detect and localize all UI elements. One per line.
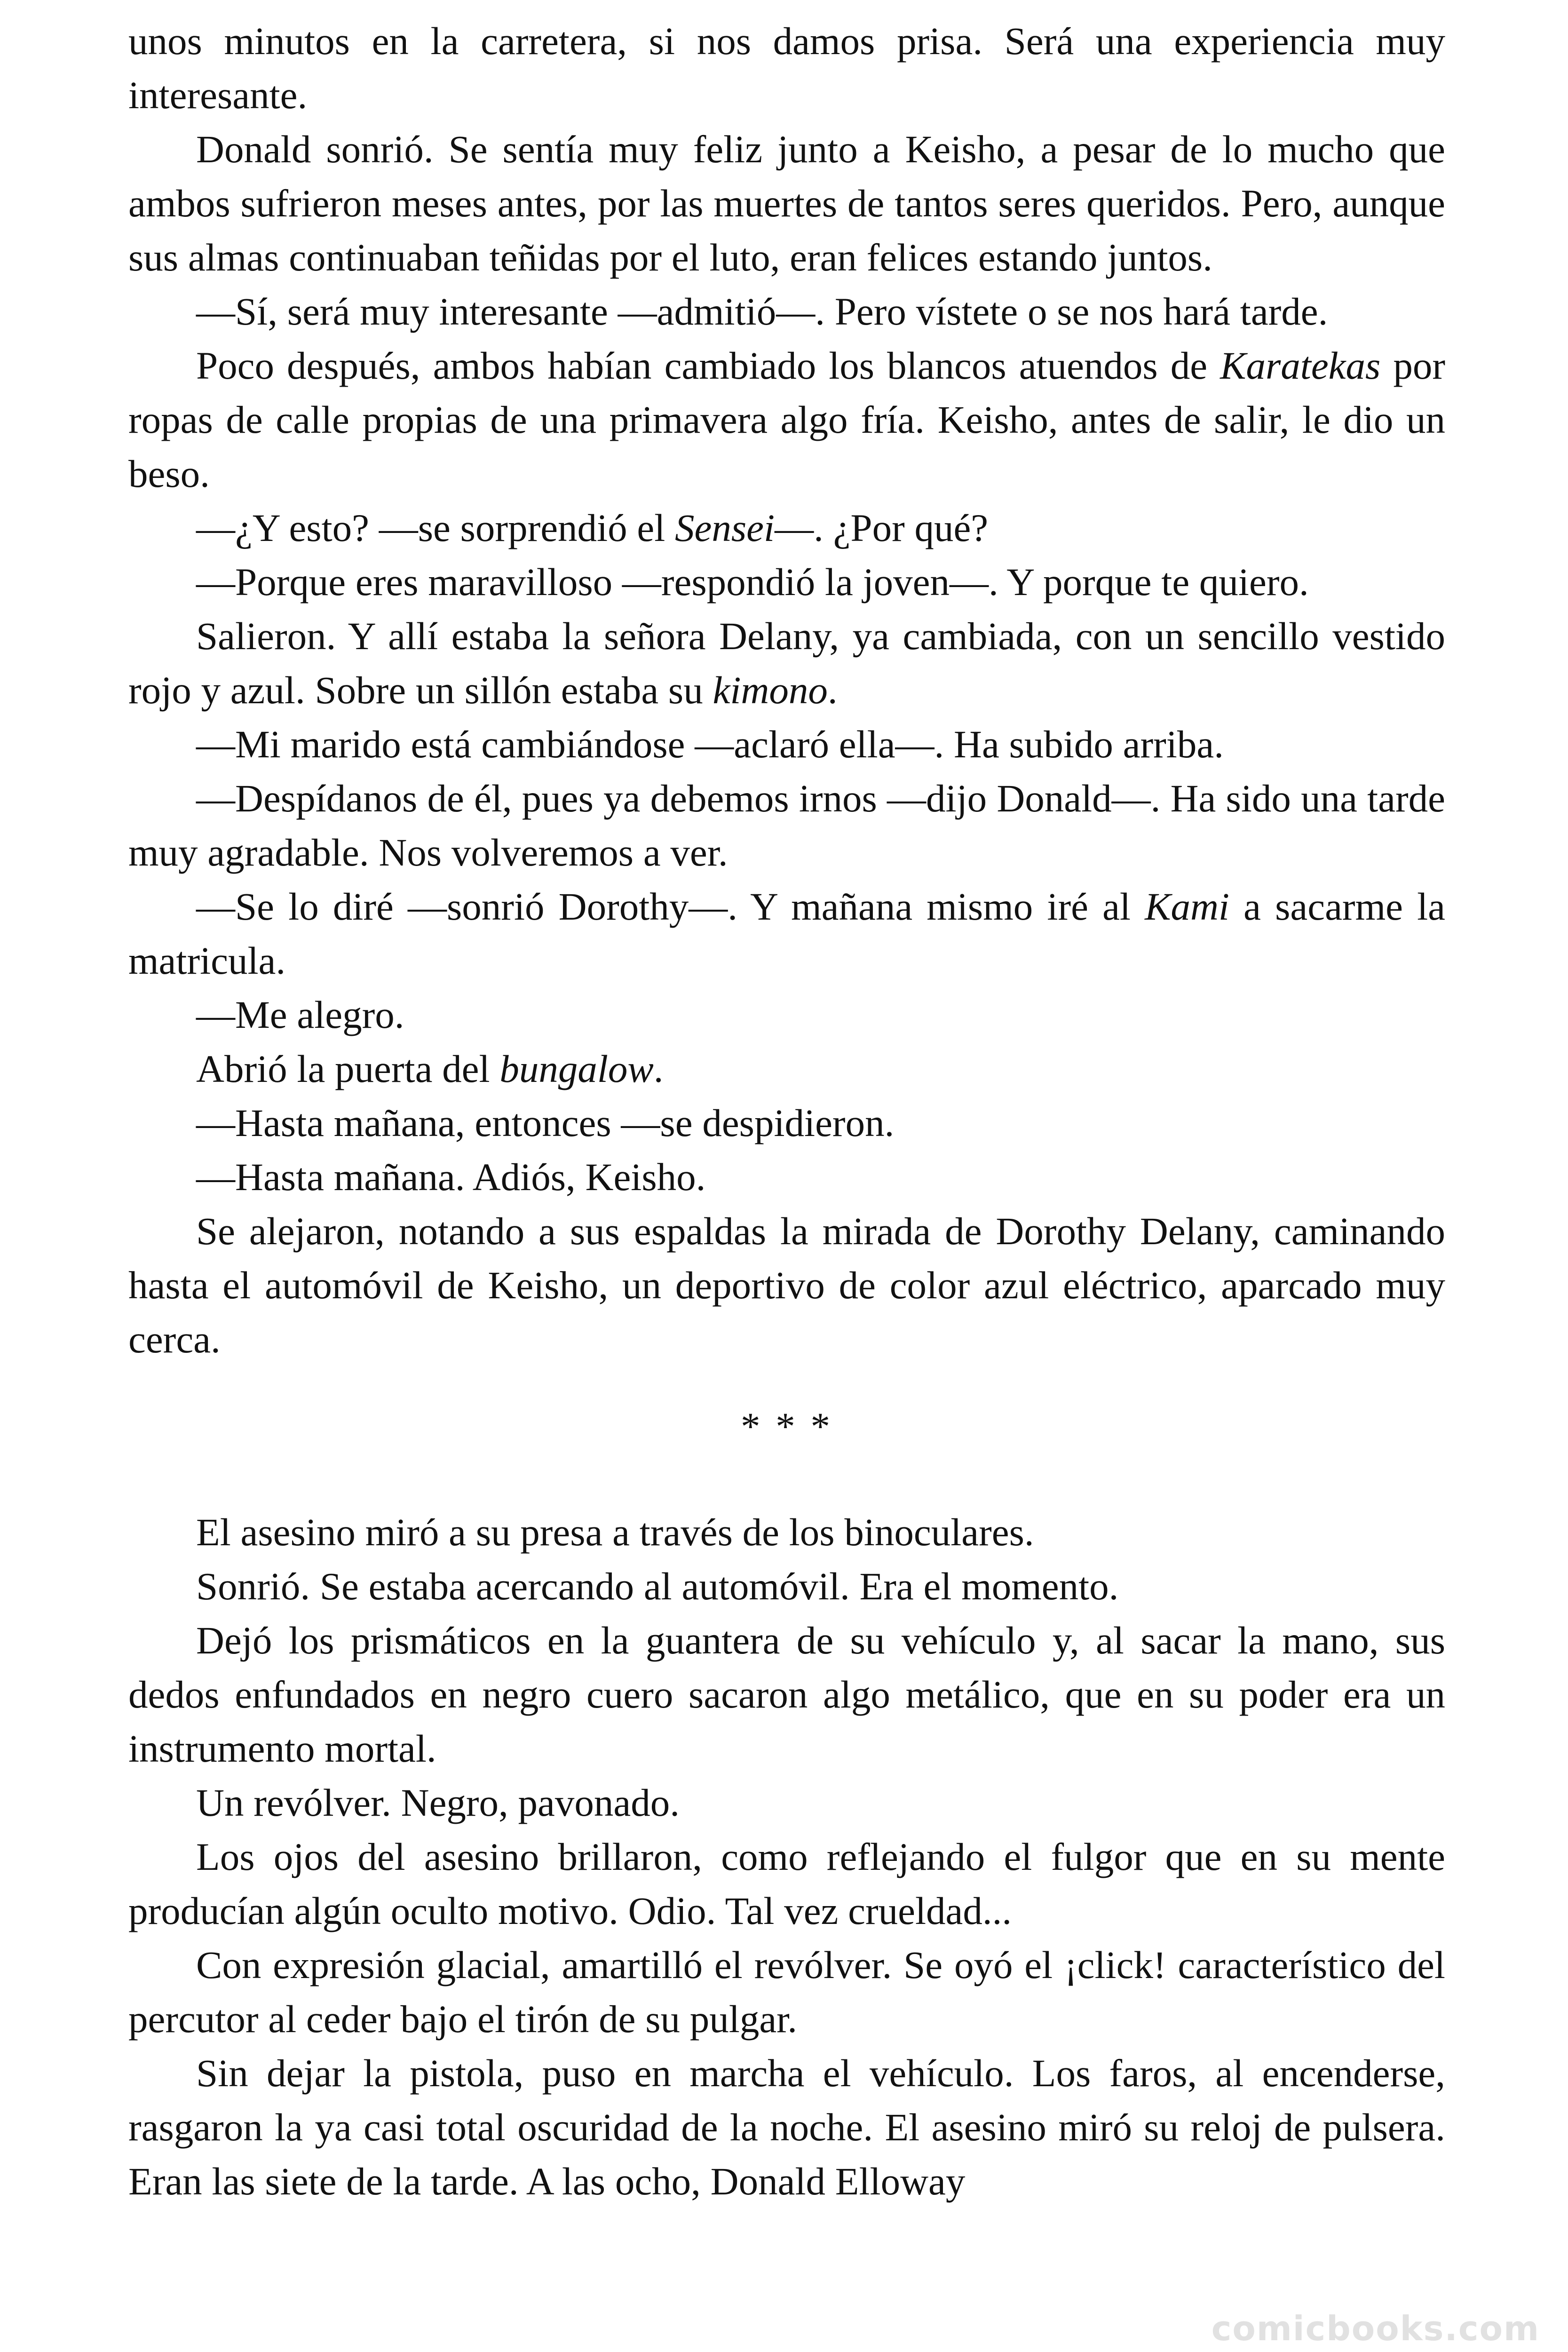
paragraph: Se alejaron, notando a sus espaldas la mirada de Dorothy Delany, caminando hasta el automóvil de Keisho, un deportivo de color azul eléctrico, aparcado muy cerca. bbox=[128, 1209, 1445, 1361]
paragraph: Donald sonrió. Se sentía muy feliz junto a Keisho, a pesar de lo mucho que ambos sufrieron meses antes, por las muertes de tantos seres queridos. Pero, aunque sus almas continuaban teñidas por el luto, eran felices estando juntos. bbox=[128, 127, 1445, 279]
paragraph: Un revólver. Negro, pavonado. bbox=[196, 1781, 680, 1824]
paragraph: —Despídanos de él, pues ya debemos irnos —dijo Donald—. Ha sido una tarde muy agradable. Nos volveremos a ver. bbox=[128, 777, 1445, 874]
paragraph: Salieron. Y allí estaba la señora Delany, ya cambiada, con un sencillo vestido rojo y azul. Sobre un sillón estaba su kimono. bbox=[128, 614, 1445, 712]
paragraph: Sin dejar la pistola, puso en marcha el vehículo. Los faros, al encenderse, rasgaron la ya casi total oscuridad de la noche. El asesino miró su reloj de pulsera. Eran las siete de la tarde. A las ocho, Donald Elloway bbox=[128, 2051, 1445, 2203]
scene-separator: * * * bbox=[741, 1405, 833, 1448]
page-text bbox=[128, 14, 1445, 2209]
paragraph: —Se lo diré —sonrió Dorothy—. Y mañana mismo iré al Kami a sacarme la matricula. bbox=[128, 885, 1446, 982]
paragraph: —Hasta mañana. Adiós, Keisho. bbox=[196, 1155, 706, 1199]
paragraph: —Mi marido está cambiándose —aclaró ella—. Ha subido arriba. bbox=[196, 723, 1224, 766]
paragraph: Con expresión glacial, amartilló el revólver. Se oyó el ¡click! característico del percutor al ceder bajo el tirón de su pulgar. bbox=[128, 1943, 1445, 2041]
paragraph: —Porque eres maravilloso —respondió la joven—. Y porque te quiero. bbox=[196, 560, 1309, 604]
paragraph: Los ojos del asesino brillaron, como reflejando el fulgor que en su mente producían algún oculto motivo. Odio. Tal vez crueldad... bbox=[128, 1835, 1445, 1932]
paragraph: unos minutos en la carretera, si nos damos prisa. Será una experiencia muy interesante. bbox=[128, 19, 1445, 117]
paragraph: Sonrió. Se estaba acercando al automóvil. Era el momento. bbox=[196, 1565, 1119, 1608]
paragraph: —¿Y esto? —se sorprendió el Sensei—. ¿Por qué? bbox=[196, 506, 989, 549]
paragraph: —Me alegro. bbox=[196, 993, 404, 1036]
paragraph: —Sí, será muy interesante —admitió—. Pero vístete o se nos hará tarde. bbox=[196, 290, 1328, 333]
paragraph: Dejó los prismáticos en la guantera de su vehículo y, al sacar la mano, sus dedos enfundados en negro cuero sacaron algo metálico, que en su poder era un instrumento mortal. bbox=[128, 1619, 1445, 1770]
watermark: comicbooks.com bbox=[1211, 2309, 1540, 2348]
paragraph: Abrió la puerta del bungalow. bbox=[196, 1047, 664, 1090]
paragraph: —Hasta mañana, entonces —se despidieron. bbox=[196, 1101, 895, 1144]
paragraph: Poco después, ambos habían cambiado los blancos atuendos de Karatekas por ropas de calle propias de una primavera algo fría. Keisho, antes de salir, le dio un beso. bbox=[128, 344, 1445, 495]
paragraph: El asesino miró a su presa a través de los binoculares. bbox=[196, 1510, 1034, 1554]
